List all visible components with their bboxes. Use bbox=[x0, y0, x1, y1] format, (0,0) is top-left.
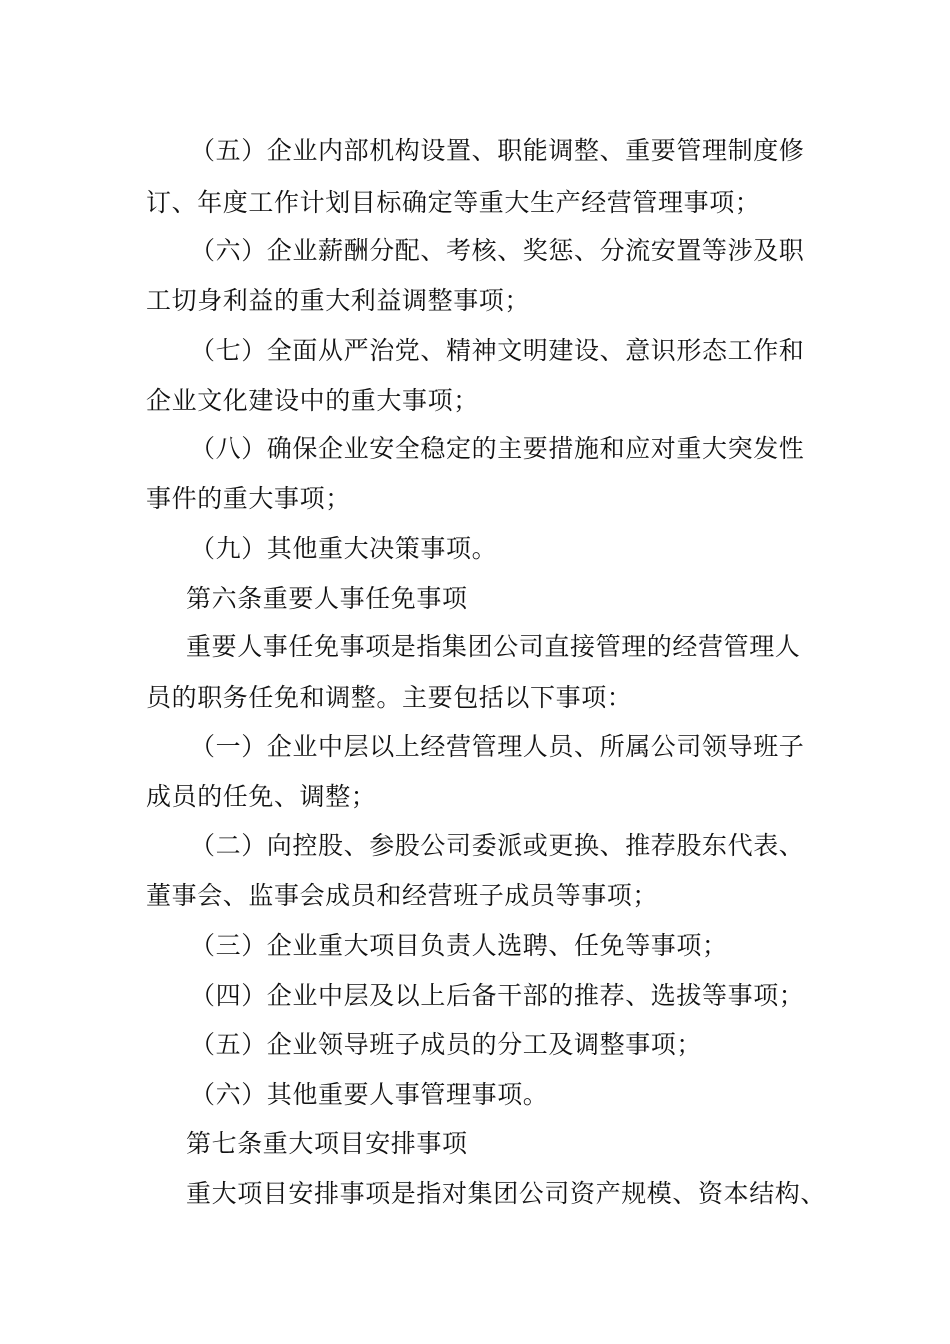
text-line-1: （五）企业内部机构设置、职能调整、重要管理制度修 bbox=[190, 136, 805, 165]
article-heading-6: 第六条重要人事任免事项 bbox=[186, 584, 468, 613]
text-line-20: （六）其他重要人事管理事项。 bbox=[190, 1080, 549, 1109]
text-line-17: （三）企业重大项目负责人选聘、任免等事项； bbox=[190, 931, 728, 960]
text-line-7: （八）确保企业安全稳定的主要措施和应对重大突发性 bbox=[190, 434, 805, 463]
text-line-9: （九）其他重大决策事项。 bbox=[190, 534, 498, 563]
text-line-16: 董事会、监事会成员和经营班子成员等事项； bbox=[146, 881, 659, 910]
text-line-22: 重大项目安排事项是指对集团公司资产规模、资本结构、 bbox=[186, 1179, 827, 1208]
text-line-2: 订、年度工作计划目标确定等重大生产经营管理事项； bbox=[146, 188, 761, 217]
text-line-11: 重要人事任免事项是指集团公司直接管理的经营管理人 bbox=[186, 632, 801, 661]
text-line-13: （一）企业中层以上经营管理人员、所属公司领导班子 bbox=[190, 732, 805, 761]
article-heading-7: 第七条重大项目安排事项 bbox=[186, 1129, 468, 1158]
text-line-8: 事件的重大事项； bbox=[146, 484, 351, 513]
text-line-19: （五）企业领导班子成员的分工及调整事项； bbox=[190, 1030, 703, 1059]
text-line-15: （二）向控股、参股公司委派或更换、推荐股东代表、 bbox=[190, 831, 805, 860]
text-line-3: （六）企业薪酬分配、考核、奖惩、分流安置等涉及职 bbox=[190, 236, 805, 265]
text-line-12: 员的职务任免和调整。主要包括以下事项： bbox=[146, 683, 633, 712]
text-line-6: 企业文化建设中的重大事项； bbox=[146, 386, 479, 415]
text-line-4: 工切身利益的重大利益调整事项； bbox=[146, 286, 531, 315]
text-line-14: 成员的任免、调整； bbox=[146, 782, 377, 811]
text-line-5: （七）全面从严治党、精神文明建设、意识形态工作和 bbox=[190, 336, 805, 365]
text-line-18: （四）企业中层及以上后备干部的推荐、选拔等事项； bbox=[190, 981, 805, 1010]
